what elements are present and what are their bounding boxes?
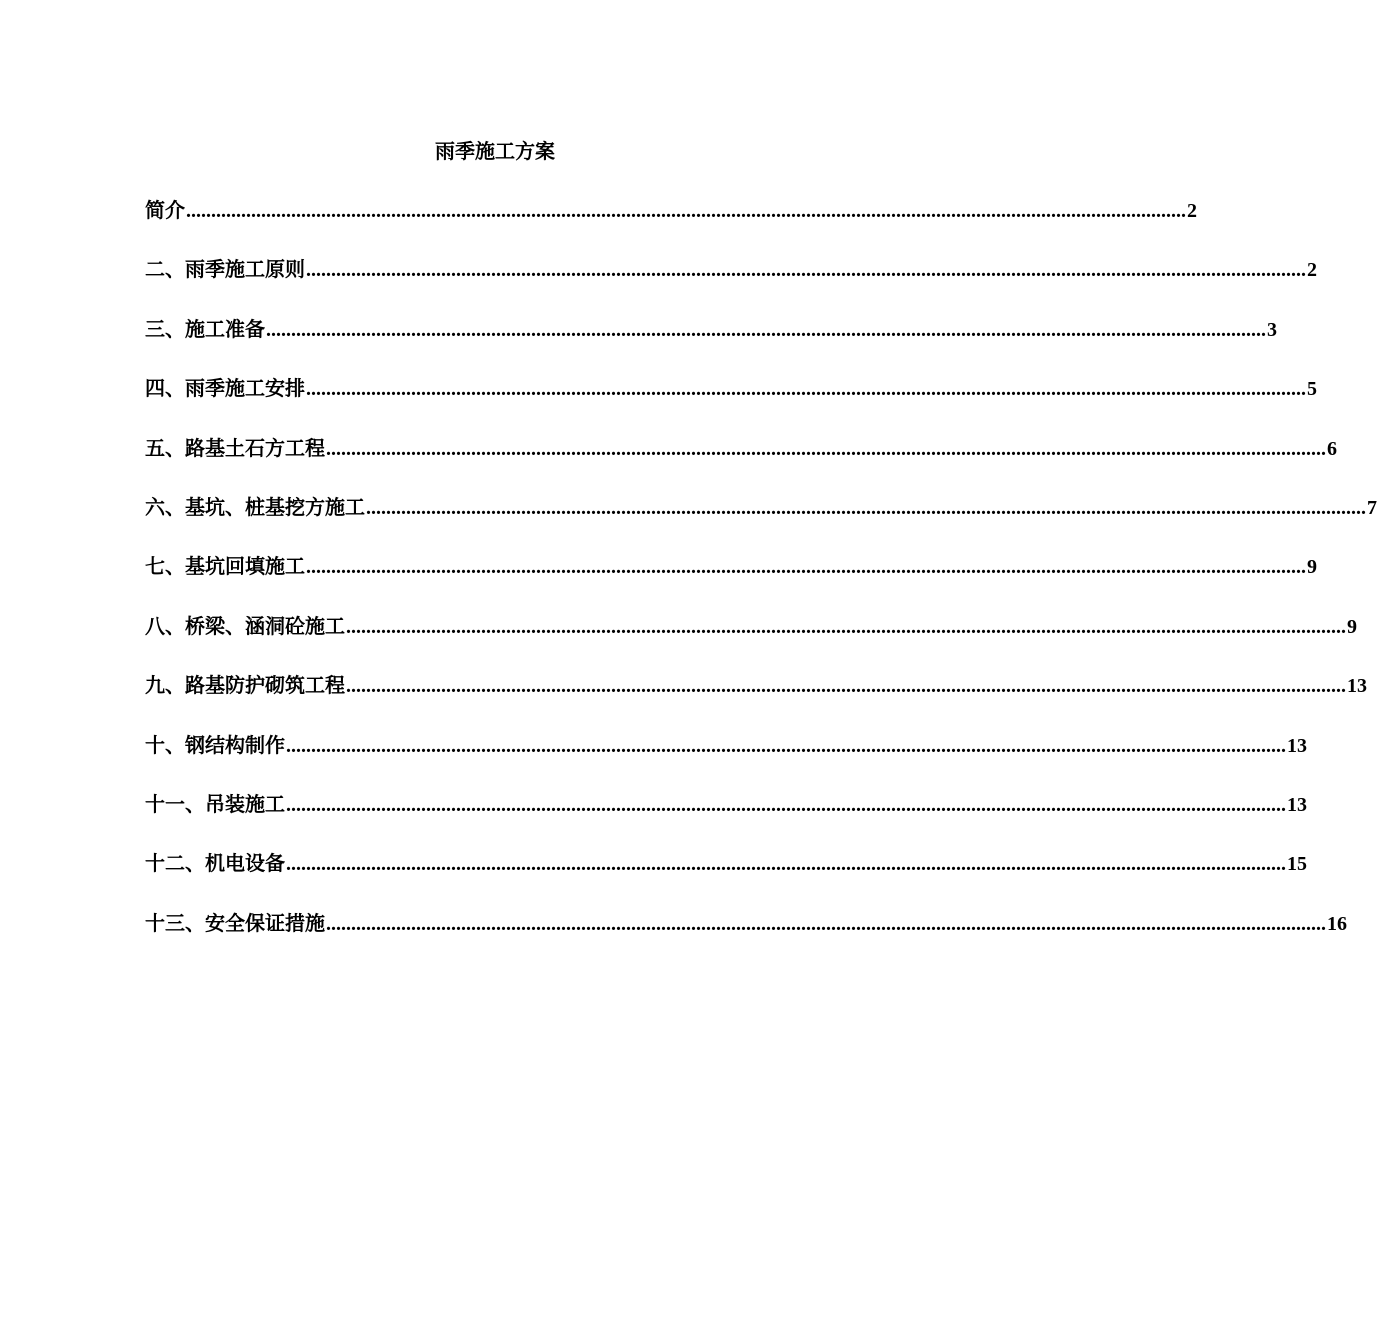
toc-entry-backfill[interactable] bbox=[145, 553, 1317, 612]
toc-entry-label: 十二、机电设备 bbox=[145, 851, 285, 876]
toc-entry-rainy-season-arrangement[interactable] bbox=[145, 375, 1317, 434]
toc-dot-leader: ........................................................................................................................................................................................................ bbox=[306, 378, 1306, 401]
toc-entry-hoisting[interactable] bbox=[145, 791, 1307, 850]
toc-entry-electromechanical-equipment[interactable] bbox=[145, 850, 1307, 909]
toc-entry-label: 七、基坑回填施工 bbox=[145, 554, 305, 579]
toc-entry-label: 简介 bbox=[145, 198, 185, 222]
toc-entry-steel-structure[interactable] bbox=[145, 732, 1307, 791]
toc-entry-excavation[interactable] bbox=[145, 494, 1377, 553]
document-title: 雨季施工方案 bbox=[435, 139, 555, 163]
toc-entry-label: 四、雨季施工安排 bbox=[145, 376, 305, 401]
toc-entry-label: 八、桥梁、涵洞砼施工 bbox=[145, 613, 345, 638]
toc-entry-label: 六、基坑、桩基挖方施工 bbox=[145, 494, 365, 519]
toc-page-number: 2 bbox=[1187, 200, 1197, 222]
toc-dot-leader: ........................................................................................................................................................................................................ bbox=[346, 675, 1346, 698]
toc-entry-label: 十、钢结构制作 bbox=[145, 732, 285, 757]
table-of-contents bbox=[145, 197, 1377, 969]
toc-entry-earthwork[interactable] bbox=[145, 435, 1337, 494]
toc-entry-label-prefix: 三、 bbox=[145, 316, 185, 341]
toc-page-number: 13 bbox=[1347, 675, 1367, 698]
toc-dot-leader: ........................................................................................................................................................................................................ bbox=[346, 615, 1346, 638]
toc-entry-bridge-concrete[interactable] bbox=[145, 613, 1357, 672]
toc-dot-leader: ........................................................................................................................................................................................................ bbox=[306, 259, 1306, 282]
toc-entry-label: 十三、安全保证措施 bbox=[145, 910, 325, 935]
toc-entry-rainy-season-principles[interactable] bbox=[145, 256, 1317, 315]
toc-entry-intro[interactable] bbox=[145, 197, 1197, 256]
toc-dot-leader: ........................................................................................................................................................................................................ bbox=[306, 556, 1306, 579]
toc-page-number: 13 bbox=[1287, 793, 1307, 816]
toc-entry-label: 十一、吊装施工 bbox=[145, 791, 285, 816]
toc-page-number: 16 bbox=[1327, 912, 1347, 935]
toc-dot-leader: ........................................................................................................................................................................................................ bbox=[286, 734, 1286, 757]
toc-dot-leader: ........................................................................................................................................................................................................ bbox=[326, 912, 1326, 935]
toc-entry-label: 施工准备 bbox=[185, 316, 265, 341]
toc-dot-leader: ........................................................................................................................................................................................................ bbox=[366, 496, 1366, 519]
toc-page-number: 5 bbox=[1307, 378, 1317, 401]
toc-dot-leader: ........................................................................................................................................................................................................ bbox=[286, 853, 1286, 876]
toc-dot-leader: ........................................................................................................................................................................................................ bbox=[186, 200, 1186, 222]
toc-entry-safety-measures[interactable] bbox=[145, 910, 1347, 969]
toc-page-number: 6 bbox=[1327, 437, 1337, 460]
toc-page-number: 13 bbox=[1287, 734, 1307, 757]
toc-entry-label: 九、路基防护砌筑工程 bbox=[145, 673, 345, 698]
toc-dot-leader: ........................................................................................................................................................................................................ bbox=[326, 437, 1326, 460]
toc-entry-masonry-protection[interactable] bbox=[145, 672, 1367, 731]
toc-page-number: 9 bbox=[1347, 615, 1357, 638]
toc-entry-construction-preparation[interactable] bbox=[145, 316, 1277, 375]
toc-dot-leader: ........................................................................................................................................................................................................ bbox=[286, 793, 1286, 816]
toc-entry-label: 五、路基土石方工程 bbox=[145, 435, 325, 460]
toc-entry-label: 二、雨季施工原则 bbox=[145, 257, 305, 282]
toc-page-number: 3 bbox=[1267, 318, 1277, 341]
toc-dot-leader: ........................................................................................................................................................................................................ bbox=[266, 318, 1266, 341]
toc-page-number: 9 bbox=[1307, 556, 1317, 579]
toc-page-number: 7 bbox=[1367, 496, 1377, 519]
toc-page-number: 15 bbox=[1287, 853, 1307, 876]
toc-page-number: 2 bbox=[1307, 259, 1317, 282]
